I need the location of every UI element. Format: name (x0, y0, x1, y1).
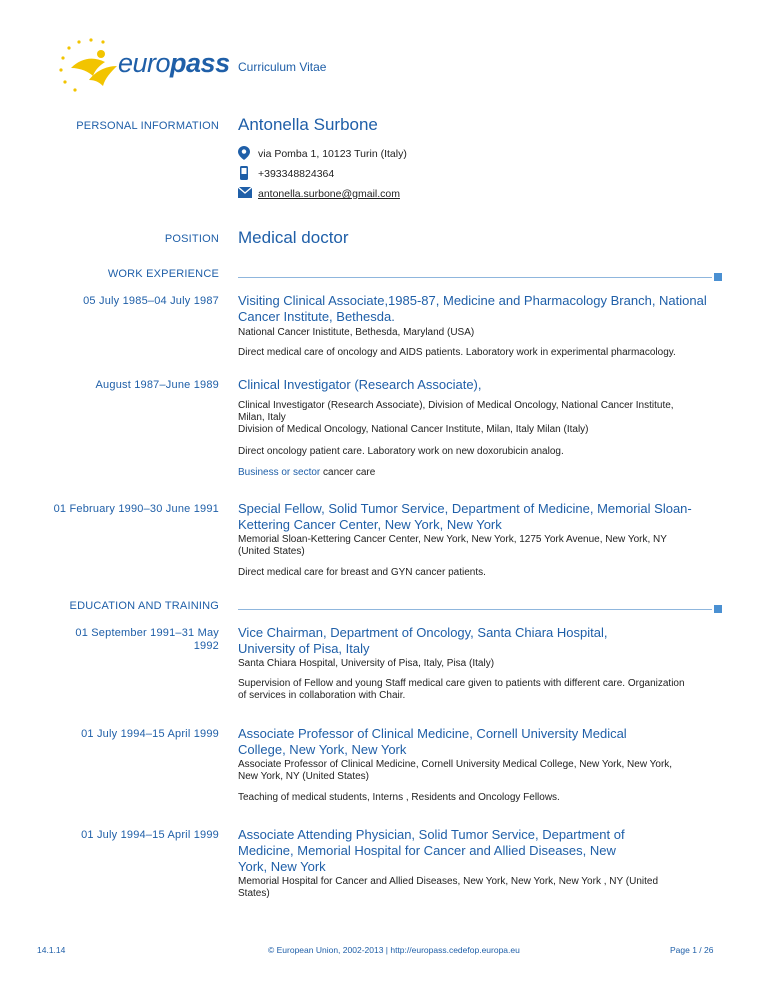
entry-dates: 01 September 1991–31 May 1992 (75, 627, 219, 652)
entry-title: Special Fellow, Solid Tumor Service, Department of Medicine, Memorial Sloan- Kettering Cancer Center, New York, New York (238, 501, 692, 532)
entry-organisation: Associate Professor of Clinical Medicine, Cornell University Medical College, New York, New York, New York, NY (United States) (238, 759, 673, 782)
entry-title: Clinical Investigator (Research Associate), (238, 377, 482, 392)
entry-description: Direct medical care for breast and GYN cancer patients. (238, 567, 486, 578)
entry-dates: 05 July 1985–04 July 1987 (83, 295, 219, 307)
entry-organisation: Clinical Investigator (Research Associate), Division of Medical Oncology, National Cancer Institute, Milan, Italy Division of Medical Oncology, National Cancer Institute, Milan, Italy Milan (Italy) (238, 400, 674, 435)
envelope-icon (238, 187, 252, 198)
entry-organisation: National Cancer Inistitute, Bethesda, Maryland (USA) (238, 327, 475, 338)
europass-logo: europass (118, 48, 230, 78)
email-link[interactable]: antonella.surbone@gmail.com (258, 188, 400, 200)
entry-organisation: Memorial Hospital for Cancer and Allied Diseases, New York, New York, New York , NY (United States) (238, 876, 659, 899)
section-divider-marker (714, 605, 722, 613)
entry-description: Direct medical care of oncology and AIDS patients. Laboratory work in experimental pharmacology. (238, 347, 676, 358)
section-divider (238, 609, 712, 610)
footer-copyright: © European Union, 2002-2013 | http://europass.cedefop.europa.eu (268, 945, 520, 955)
page-number: Page 1 / 26 (670, 945, 714, 955)
person-name: Antonella Surbone (238, 115, 378, 134)
entry-dates: 01 July 1994–15 April 1999 (81, 829, 219, 841)
entry-organisation: Memorial Sloan-Kettering Cancer Center, New York, New York, 1275 York Avenue, New York, NY (United States) (238, 534, 667, 557)
entry-description: Supervision of Fellow and young Staff medical care given to patients with different care. Organization of services in collaboration with Chair. (238, 678, 685, 701)
entry-title: Visiting Clinical Associate,1985-87, Medicine and Pharmacology Branch, National Cancer Institute, Bethesda. (238, 293, 707, 324)
business-sector: Business or sector cancer care (238, 467, 376, 478)
phone-number: +393348824364 (258, 168, 335, 180)
entry-title: Vice Chairman, Department of Oncology, Santa Chiara Hospital, University of Pisa, Italy (238, 625, 608, 656)
section-divider (238, 277, 712, 278)
section-label-position: POSITION (164, 233, 219, 245)
section-label-education: EDUCATION AND TRAINING (69, 600, 219, 612)
entry-organisation: Santa Chiara Hospital, University of Pisa, Italy, Pisa (Italy) (238, 658, 495, 669)
entry-dates: August 1987–June 1989 (95, 379, 219, 391)
footer-date: 14.1.14 (37, 945, 66, 955)
entry-title: Associate Attending Physician, Solid Tumor Service, Department of Medicine, Memorial Hospital for Cancer and Allied Diseases, New York, New York (238, 827, 625, 874)
entry-dates: 01 February 1990–30 June 1991 (53, 503, 219, 515)
mobile-phone-icon (238, 166, 250, 180)
position-value: Medical doctor (238, 228, 349, 247)
entry-description: Direct oncology patient care. Laboratory work on new doxorubicin analog. (238, 446, 564, 457)
address: via Pomba 1, 10123 Turin (Italy) (258, 148, 407, 160)
section-label-personal: PERSONAL INFORMATION (76, 120, 219, 132)
section-divider-marker (714, 273, 722, 281)
entry-dates: 01 July 1994–15 April 1999 (81, 728, 219, 740)
document-title: Curriculum Vitae (238, 60, 327, 74)
entry-description: Teaching of medical students, Interns , Residents and Oncology Fellows. (238, 792, 560, 803)
location-pin-icon (238, 146, 250, 160)
section-label-work: WORK EXPERIENCE (107, 268, 219, 280)
entry-title: Associate Professor of Clinical Medicine, Cornell University Medical College, New York, New York (238, 726, 627, 757)
